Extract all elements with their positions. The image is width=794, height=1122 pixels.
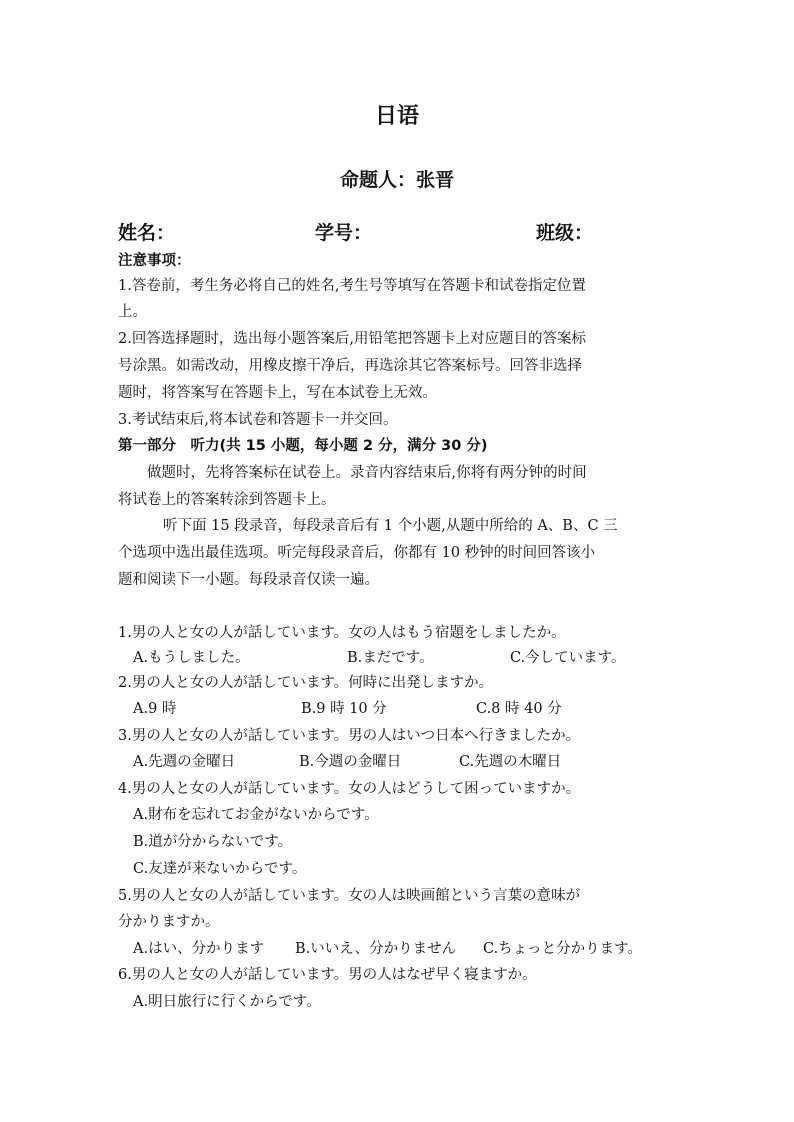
section-heading: 第一部分 听力(共 15 小题，每小题 2 分，满分 30 分) [118, 438, 488, 454]
option-a: A.明日旅行に行くからです。 [133, 994, 321, 1010]
option-b: B.道が分からないです。 [133, 834, 293, 850]
section-paragraph: 个选项中选出最佳选项。听完每段录音后，你都有 10 秒钟的时间回答该小 [118, 545, 596, 561]
id-field-label: 学号： [315, 222, 373, 244]
option-b: B.9 時 10 分 [301, 701, 387, 717]
option-c: C.ちょっと分かります。 [483, 941, 643, 957]
name-field-label: 姓名： [118, 222, 176, 244]
class-field-label: 班级： [536, 222, 594, 244]
section-paragraph: 做题时，先将答案标在试卷上。录音内容结束后,你将有两分钟的时间 [147, 465, 587, 481]
section-paragraph: 将试卷上的答案转涂到答题卡上。 [118, 492, 336, 508]
question-stem: 3.男の人と女の人が話しています。男の人はいつ日本へ行きましたか。 [118, 728, 581, 744]
question-stem: 5.男の人と女の人が話しています。女の人は映画館という言葉の意味が [118, 888, 581, 904]
notes-line: 上。 [118, 304, 147, 320]
notes-line: 1.答卷前，考生务必将自己的姓名,考生号等填写在答题卡和试卷指定位置 [118, 278, 586, 294]
question-stem-continued: 分かりますか。 [118, 914, 220, 930]
option-b: B.今週の金曜日 [299, 754, 402, 770]
notes-line: 2.回答选择题时，选出每小题答案后,用铅笔把答题卡上对应题目的答案标 [118, 331, 586, 347]
question-stem: 1.男の人と女の人が話しています。女の人はもう宿題をしましたか。 [118, 625, 566, 641]
question-stem: 4.男の人と女の人が話しています。女の人はどうして困っていますか。 [118, 781, 581, 797]
exam-author: 命题人：张晋 [339, 169, 454, 191]
option-a: A.財布を忘れてお金がないからです。 [133, 807, 379, 823]
option-c: C.先週の木曜日 [459, 754, 562, 770]
option-c: C.今しています。 [510, 650, 626, 666]
option-c: C.8 時 40 分 [476, 701, 562, 717]
notes-line: 题时，将答案写在答题卡上，写在本试卷上无效。 [118, 385, 437, 401]
section-paragraph: 听下面 15 段录音，每段录音后有 1 个小题,从题中所给的 A、B、C 三 [163, 518, 618, 534]
question-stem: 6.男の人と女の人が話しています。男の人はなぜ早く寝ますか。 [118, 967, 537, 983]
option-b: B.まだです。 [347, 650, 434, 666]
option-a: A.先週の金曜日 [133, 754, 236, 770]
notes-line: 号涂黑。如需改动，用橡皮擦干净后，再选涂其它答案标号。回答非选择 [118, 358, 582, 374]
option-a: A.もうしました。 [133, 650, 250, 666]
notes-heading: 注意事项： [118, 253, 191, 269]
question-stem: 2.男の人と女の人が話しています。何時に出発しますか。 [118, 675, 494, 691]
option-a: A.9 時 [133, 701, 177, 717]
section-paragraph: 题和阅读下一小题。每段录音仅读一遍。 [118, 572, 379, 588]
option-c: C.友達が来ないからです。 [133, 861, 307, 877]
option-b: B.いいえ、分かりません [295, 941, 457, 957]
student-info-fields [118, 218, 678, 248]
exam-title: 日语 [374, 104, 419, 129]
notes-line: 3.考试结束后,将本试卷和答题卡一并交回。 [118, 412, 398, 428]
option-a: A.はい、分かります [133, 941, 265, 957]
